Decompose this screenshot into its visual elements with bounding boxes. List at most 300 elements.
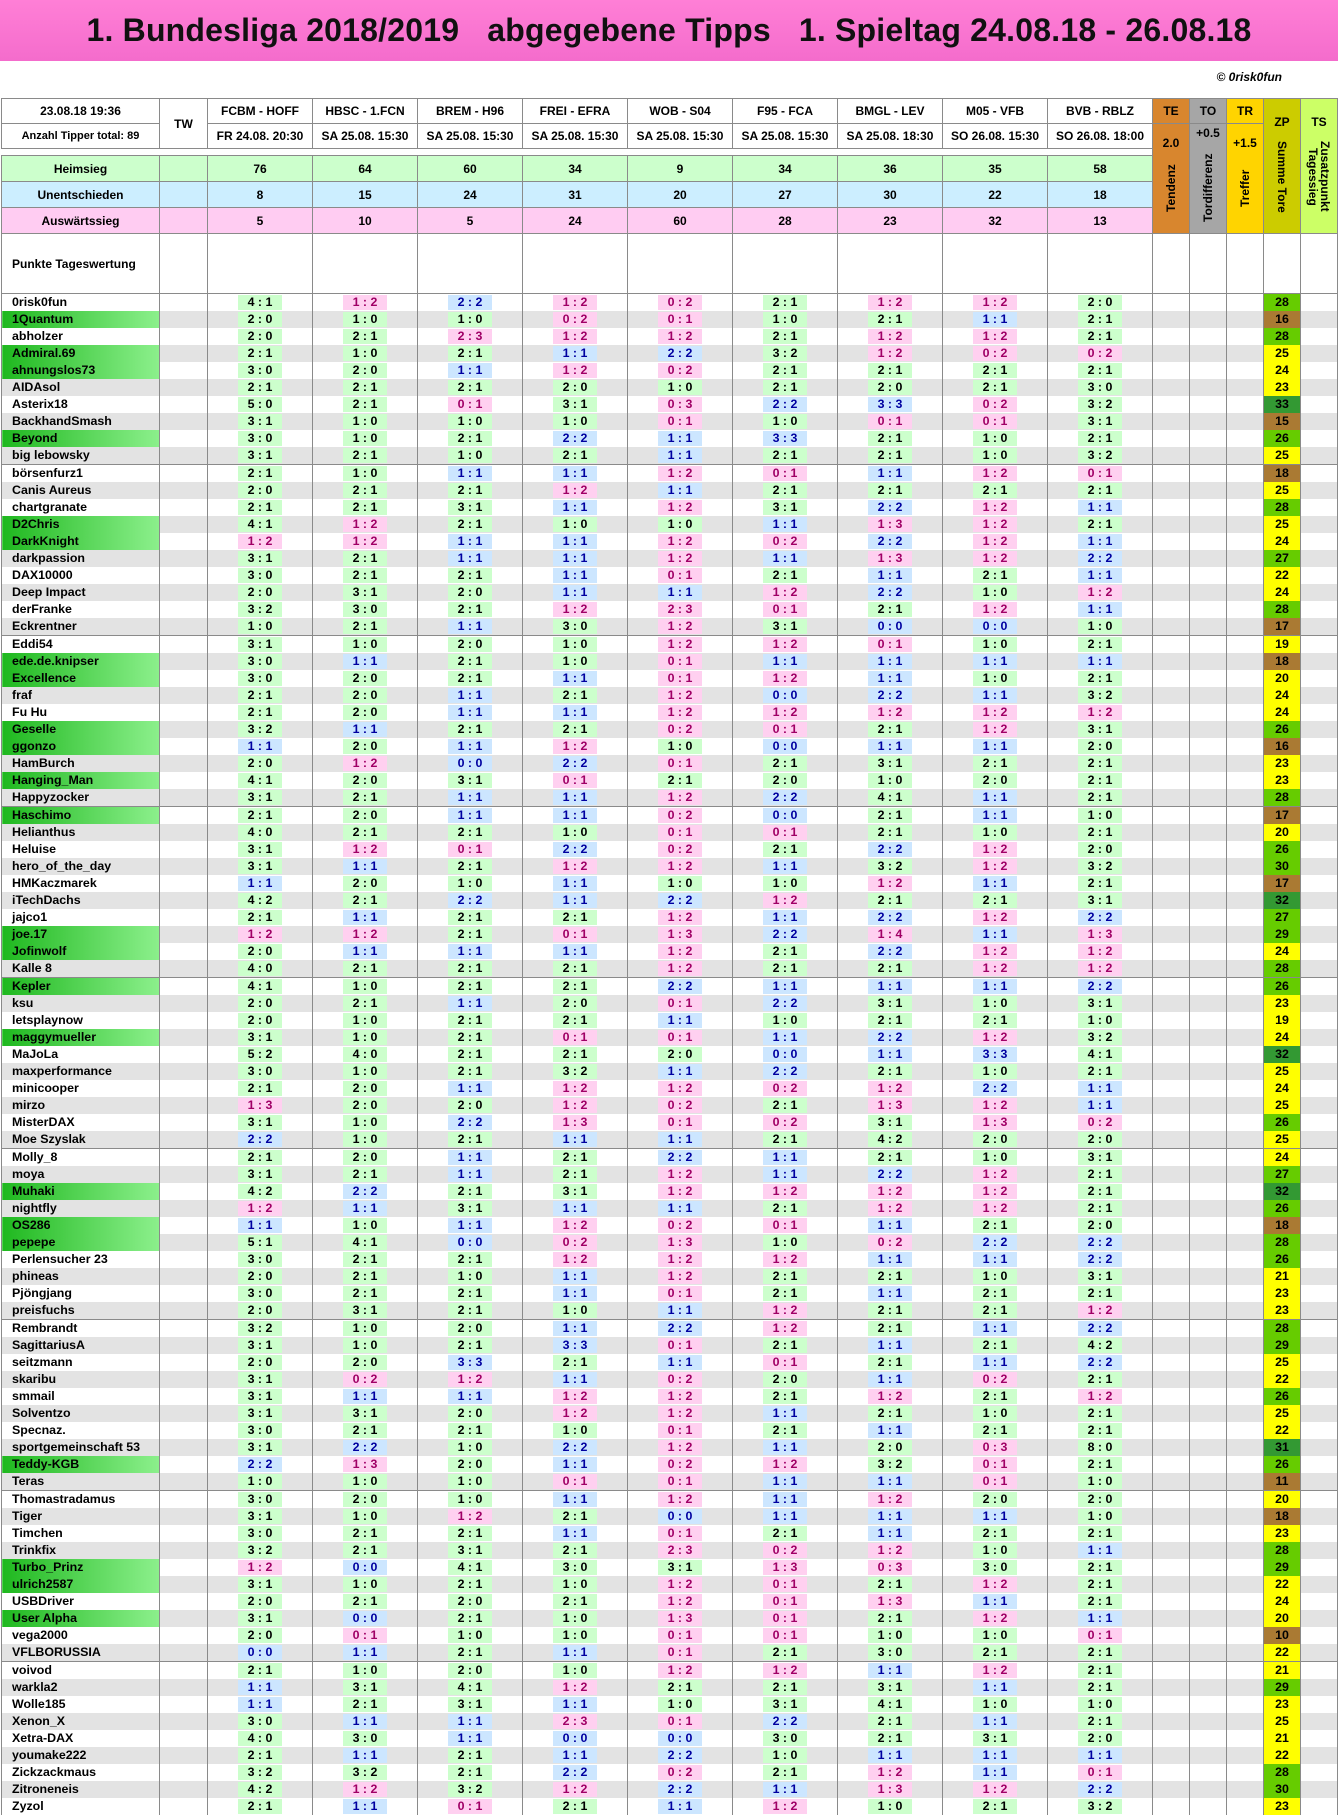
tip-value: 1 : 2 bbox=[763, 1184, 807, 1199]
match-header: M05 - VFB bbox=[943, 99, 1048, 124]
tip-cell bbox=[208, 1559, 313, 1576]
tip-value: 1 : 1 bbox=[553, 1321, 597, 1336]
tip-cell bbox=[838, 1542, 943, 1559]
auswaertssieg-count: 28 bbox=[733, 208, 838, 234]
tip-cell bbox=[838, 755, 943, 772]
tip-value: 0 : 0 bbox=[763, 739, 807, 754]
tip-value: 1 : 1 bbox=[553, 568, 597, 583]
tip-cell bbox=[418, 1371, 523, 1388]
tip-value: 0 : 2 bbox=[973, 346, 1017, 361]
score-cell bbox=[1153, 824, 1190, 841]
zp-value: 21 bbox=[1264, 1730, 1301, 1747]
zp-value: 28 bbox=[1264, 328, 1301, 345]
tip-cell bbox=[523, 1439, 628, 1456]
tip-cell bbox=[418, 995, 523, 1012]
score-cell bbox=[1153, 1730, 1190, 1747]
tip-value: 0 : 2 bbox=[658, 722, 702, 737]
tip-value: 8 : 0 bbox=[1078, 1440, 1122, 1455]
tip-value: 2 : 2 bbox=[1078, 551, 1122, 566]
tip-cell bbox=[418, 1268, 523, 1285]
tip-value: 3 : 1 bbox=[343, 1680, 387, 1695]
ts-cell bbox=[1301, 482, 1338, 499]
tip-cell bbox=[313, 379, 418, 396]
tip-value: 1 : 2 bbox=[553, 1782, 597, 1797]
zp-value: 17 bbox=[1264, 807, 1301, 825]
tip-cell bbox=[838, 1508, 943, 1525]
tip-cell bbox=[1048, 396, 1153, 413]
tip-value: 2 : 1 bbox=[1078, 431, 1122, 446]
score-cell bbox=[1190, 1405, 1227, 1422]
tip-cell bbox=[838, 1525, 943, 1542]
score-cell bbox=[1190, 1713, 1227, 1730]
score-cell bbox=[1227, 1251, 1264, 1268]
tip-cell bbox=[628, 943, 733, 960]
tip-value: 2 : 1 bbox=[868, 893, 912, 908]
tip-cell bbox=[313, 636, 418, 654]
player-name: Deep Impact bbox=[2, 584, 160, 601]
score-cell bbox=[1190, 1268, 1227, 1285]
tw-cell bbox=[160, 1439, 208, 1456]
player-name: BackhandSmash bbox=[2, 413, 160, 430]
tip-value: 1 : 1 bbox=[658, 1064, 702, 1079]
zp-value: 26 bbox=[1264, 978, 1301, 996]
tip-cell bbox=[208, 1080, 313, 1097]
tw-cell bbox=[160, 1491, 208, 1509]
ts-cell bbox=[1301, 1354, 1338, 1371]
table-row bbox=[2, 1747, 1338, 1764]
tip-value: 1 : 0 bbox=[553, 654, 597, 669]
score-cell bbox=[1190, 960, 1227, 978]
tip-cell bbox=[838, 465, 943, 483]
tip-value: 1 : 2 bbox=[868, 1765, 912, 1780]
tip-cell bbox=[733, 396, 838, 413]
tip-value: 1 : 0 bbox=[973, 431, 1017, 446]
zp-value: 18 bbox=[1264, 465, 1301, 483]
tip-value: 4 : 0 bbox=[343, 1047, 387, 1062]
tip-value: 1 : 1 bbox=[868, 1047, 912, 1062]
tip-value: 1 : 1 bbox=[763, 654, 807, 669]
zp-value: 29 bbox=[1264, 1679, 1301, 1696]
tip-value: 2 : 0 bbox=[448, 1457, 492, 1472]
ts-cell bbox=[1301, 379, 1338, 396]
score-cell bbox=[1190, 978, 1227, 996]
tip-cell bbox=[1048, 447, 1153, 465]
table-row bbox=[2, 926, 1338, 943]
score-cell bbox=[1190, 1371, 1227, 1388]
tip-cell bbox=[523, 670, 628, 687]
tip-cell bbox=[943, 1439, 1048, 1456]
ts-cell bbox=[1301, 1798, 1338, 1815]
tip-cell bbox=[628, 1097, 733, 1114]
score-cell bbox=[1227, 978, 1264, 996]
ts-cell bbox=[1301, 1422, 1338, 1439]
tip-cell bbox=[628, 1114, 733, 1131]
tip-cell bbox=[628, 345, 733, 362]
tip-value: 2 : 1 bbox=[343, 483, 387, 498]
tip-cell bbox=[1048, 653, 1153, 670]
tip-value: 1 : 0 bbox=[973, 996, 1017, 1011]
tip-value: 2 : 2 bbox=[448, 893, 492, 908]
score-cell bbox=[1153, 653, 1190, 670]
ts-cell bbox=[1301, 1679, 1338, 1696]
zp-value: 25 bbox=[1264, 447, 1301, 465]
tip-value: 1 : 0 bbox=[343, 1663, 387, 1678]
tip-cell bbox=[733, 1679, 838, 1696]
tip-cell bbox=[628, 1627, 733, 1644]
score-cell bbox=[1153, 601, 1190, 618]
tip-value: 2 : 1 bbox=[973, 1338, 1017, 1353]
tip-cell bbox=[313, 328, 418, 345]
tip-value: 1 : 0 bbox=[973, 448, 1017, 463]
tip-cell bbox=[943, 1012, 1048, 1029]
tip-cell bbox=[208, 1713, 313, 1730]
player-name: Tiger bbox=[2, 1508, 160, 1525]
tip-value: 1 : 0 bbox=[1078, 1013, 1122, 1028]
auswaertssieg-count: 23 bbox=[838, 208, 943, 234]
tip-value: 2 : 1 bbox=[553, 1355, 597, 1370]
tip-cell bbox=[523, 413, 628, 430]
ts-cell bbox=[1301, 1080, 1338, 1097]
tip-cell bbox=[943, 875, 1048, 892]
tip-value: 0 : 1 bbox=[448, 1799, 492, 1814]
score-cell bbox=[1153, 807, 1190, 825]
tip-cell bbox=[418, 1525, 523, 1542]
tip-value: 2 : 1 bbox=[343, 996, 387, 1011]
tip-value: 2 : 1 bbox=[343, 1269, 387, 1284]
player-name: Kalle 8 bbox=[2, 960, 160, 978]
tw-cell bbox=[160, 1200, 208, 1217]
tip-cell bbox=[523, 1388, 628, 1405]
tip-cell bbox=[418, 687, 523, 704]
table-row bbox=[2, 1525, 1338, 1542]
tip-cell bbox=[313, 1337, 418, 1354]
tip-cell bbox=[733, 1747, 838, 1764]
tip-value: 1 : 3 bbox=[868, 1098, 912, 1113]
player-name: ahnungslos73 bbox=[2, 362, 160, 379]
tip-value: 0 : 1 bbox=[448, 842, 492, 857]
ts-cell bbox=[1301, 1456, 1338, 1473]
tip-value: 2 : 0 bbox=[343, 739, 387, 754]
tip-cell bbox=[1048, 1422, 1153, 1439]
tip-cell bbox=[313, 1388, 418, 1405]
tip-value: 3 : 0 bbox=[238, 1286, 282, 1301]
tip-cell bbox=[1048, 1114, 1153, 1131]
score-cell bbox=[1153, 345, 1190, 362]
tip-cell bbox=[523, 755, 628, 772]
tip-cell bbox=[208, 909, 313, 926]
tip-cell bbox=[733, 1200, 838, 1217]
tip-value: 1 : 0 bbox=[763, 876, 807, 891]
tip-cell bbox=[418, 1730, 523, 1747]
tip-value: 1 : 2 bbox=[973, 722, 1017, 737]
tip-value: 0 : 0 bbox=[763, 1047, 807, 1062]
table-row bbox=[2, 482, 1338, 499]
player-name: Rembrandt bbox=[2, 1320, 160, 1338]
tip-value: 3 : 0 bbox=[343, 1731, 387, 1746]
tip-value: 1 : 1 bbox=[343, 910, 387, 925]
table-row bbox=[2, 311, 1338, 328]
tip-cell bbox=[313, 567, 418, 584]
tip-value: 1 : 1 bbox=[1078, 1098, 1122, 1113]
tip-cell bbox=[838, 1337, 943, 1354]
score-cell bbox=[1227, 447, 1264, 465]
tip-cell bbox=[628, 1046, 733, 1063]
tip-value: 1 : 2 bbox=[868, 1081, 912, 1096]
tw-cell bbox=[160, 926, 208, 943]
tip-cell bbox=[838, 704, 943, 721]
tip-cell bbox=[523, 447, 628, 465]
tip-cell bbox=[733, 601, 838, 618]
tip-value: 1 : 1 bbox=[868, 1286, 912, 1301]
tip-cell bbox=[628, 1798, 733, 1815]
tip-value: 1 : 2 bbox=[238, 534, 282, 549]
tip-value: 1 : 1 bbox=[973, 654, 1017, 669]
tip-cell bbox=[1048, 1183, 1153, 1200]
tip-value: 2 : 1 bbox=[448, 910, 492, 925]
player-name: Eddi54 bbox=[2, 636, 160, 654]
tip-value: 2 : 2 bbox=[1078, 1355, 1122, 1370]
tip-cell bbox=[313, 824, 418, 841]
score-cell bbox=[1190, 1217, 1227, 1234]
table-row bbox=[2, 396, 1338, 413]
tip-value: 1 : 0 bbox=[868, 773, 912, 788]
tip-cell bbox=[208, 1200, 313, 1217]
unentschieden-count: 8 bbox=[208, 182, 313, 208]
zp-value: 25 bbox=[1264, 345, 1301, 362]
tip-cell bbox=[733, 1405, 838, 1422]
tip-cell bbox=[1048, 1131, 1153, 1149]
tip-value: 2 : 1 bbox=[1078, 483, 1122, 498]
tip-value: 0 : 1 bbox=[763, 1611, 807, 1626]
tip-value: 2 : 0 bbox=[1078, 1492, 1122, 1507]
tip-cell bbox=[418, 396, 523, 413]
tip-cell bbox=[628, 1268, 733, 1285]
ts-cell bbox=[1301, 755, 1338, 772]
tip-value: 3 : 0 bbox=[238, 654, 282, 669]
tip-value: 3 : 1 bbox=[763, 1697, 807, 1712]
score-cell bbox=[1227, 413, 1264, 430]
tip-cell bbox=[1048, 294, 1153, 312]
tip-value: 4 : 1 bbox=[1078, 1047, 1122, 1062]
tip-cell bbox=[943, 1610, 1048, 1627]
match-header: HBSC - 1.FCN bbox=[313, 99, 418, 124]
tip-cell bbox=[628, 1029, 733, 1046]
tip-value: 2 : 0 bbox=[343, 688, 387, 703]
tip-value: 2 : 1 bbox=[448, 1338, 492, 1353]
table-row bbox=[2, 1730, 1338, 1747]
tip-cell bbox=[313, 1149, 418, 1167]
ts-cell bbox=[1301, 687, 1338, 704]
tip-value: 1 : 2 bbox=[973, 517, 1017, 532]
tip-value: 0 : 1 bbox=[1078, 1765, 1122, 1780]
tip-value: 1 : 0 bbox=[658, 380, 702, 395]
tip-cell bbox=[313, 1371, 418, 1388]
tip-cell bbox=[523, 1627, 628, 1644]
tip-value: 1 : 1 bbox=[973, 876, 1017, 891]
tip-cell bbox=[418, 892, 523, 909]
tip-value: 1 : 2 bbox=[658, 910, 702, 925]
tip-cell bbox=[943, 1713, 1048, 1730]
tip-cell bbox=[943, 1747, 1048, 1764]
tip-value: 2 : 1 bbox=[1078, 825, 1122, 840]
tip-cell bbox=[838, 909, 943, 926]
score-cell bbox=[1190, 516, 1227, 533]
match-date: SA 25.08. 15:30 bbox=[418, 124, 523, 149]
tip-value: 2 : 1 bbox=[553, 1543, 597, 1558]
tip-cell bbox=[838, 550, 943, 567]
score-cell bbox=[1153, 1610, 1190, 1627]
tip-value: 2 : 0 bbox=[973, 1132, 1017, 1147]
tip-cell bbox=[1048, 909, 1153, 926]
tip-value: 1 : 1 bbox=[553, 1132, 597, 1147]
table-row bbox=[2, 550, 1338, 567]
tip-value: 2 : 1 bbox=[448, 1286, 492, 1301]
player-name: OS286 bbox=[2, 1217, 160, 1234]
tip-value: 1 : 2 bbox=[1078, 944, 1122, 959]
tip-cell bbox=[208, 1405, 313, 1422]
tip-value: 4 : 0 bbox=[238, 825, 282, 840]
tip-value: 2 : 1 bbox=[763, 1526, 807, 1541]
tip-value: 1 : 2 bbox=[553, 602, 597, 617]
tip-cell bbox=[1048, 601, 1153, 618]
ts-cell bbox=[1301, 1627, 1338, 1644]
tip-value: 2 : 1 bbox=[763, 1423, 807, 1438]
score-cell bbox=[1227, 1320, 1264, 1338]
tw-cell bbox=[160, 670, 208, 687]
table-row bbox=[2, 687, 1338, 704]
tip-cell bbox=[628, 687, 733, 704]
tip-value: 2 : 1 bbox=[343, 1286, 387, 1301]
tip-cell bbox=[208, 1439, 313, 1456]
tip-cell bbox=[523, 1285, 628, 1302]
tip-cell bbox=[313, 1029, 418, 1046]
tip-value: 2 : 1 bbox=[448, 1303, 492, 1318]
tip-cell bbox=[943, 1183, 1048, 1200]
tip-value: 0 : 1 bbox=[658, 671, 702, 686]
tip-value: 1 : 0 bbox=[343, 1013, 387, 1028]
table-row bbox=[2, 430, 1338, 447]
tip-value: 2 : 1 bbox=[763, 295, 807, 310]
tip-cell bbox=[418, 618, 523, 636]
tip-cell bbox=[313, 1320, 418, 1338]
tip-cell bbox=[733, 1593, 838, 1610]
score-cell bbox=[1227, 960, 1264, 978]
table-row bbox=[2, 1388, 1338, 1405]
tip-value: 2 : 1 bbox=[763, 1645, 807, 1660]
tip-cell bbox=[733, 1268, 838, 1285]
tip-value: 1 : 1 bbox=[658, 1013, 702, 1028]
tip-cell bbox=[1048, 1371, 1153, 1388]
score-cell bbox=[1190, 1166, 1227, 1183]
tip-value: 0 : 2 bbox=[763, 534, 807, 549]
tip-value: 2 : 1 bbox=[1078, 1457, 1122, 1472]
tip-cell bbox=[208, 447, 313, 465]
tip-value: 1 : 2 bbox=[763, 585, 807, 600]
tip-value: 1 : 0 bbox=[763, 1235, 807, 1250]
tw-cell bbox=[160, 1080, 208, 1097]
zp-value: 23 bbox=[1264, 755, 1301, 772]
tip-cell bbox=[943, 413, 1048, 430]
tip-value: 2 : 1 bbox=[868, 1611, 912, 1626]
zp-value: 17 bbox=[1264, 875, 1301, 892]
tip-value: 1 : 1 bbox=[553, 1492, 597, 1507]
tip-cell bbox=[628, 1542, 733, 1559]
tip-value: 2 : 1 bbox=[553, 910, 597, 925]
tip-cell bbox=[628, 1747, 733, 1764]
tw-cell bbox=[160, 1610, 208, 1627]
table-row bbox=[2, 1354, 1338, 1371]
tip-cell bbox=[523, 1183, 628, 1200]
unentschieden-count: 30 bbox=[838, 182, 943, 208]
tip-value: 1 : 1 bbox=[973, 1765, 1017, 1780]
tw-cell bbox=[160, 721, 208, 738]
tip-value: 1 : 0 bbox=[553, 1663, 597, 1678]
zp-code: ZP bbox=[1264, 115, 1300, 129]
tip-value: 2 : 0 bbox=[343, 876, 387, 891]
unentschieden-count: 18 bbox=[1048, 182, 1153, 208]
tip-cell bbox=[943, 1764, 1048, 1781]
ts-cell bbox=[1301, 516, 1338, 533]
tip-cell bbox=[1048, 328, 1153, 345]
score-cell bbox=[1190, 1131, 1227, 1149]
player-name: Heluise bbox=[2, 841, 160, 858]
score-cell bbox=[1190, 892, 1227, 909]
tip-value: 1 : 2 bbox=[343, 534, 387, 549]
tip-cell bbox=[208, 1046, 313, 1063]
tip-value: 1 : 1 bbox=[868, 1509, 912, 1524]
tip-cell bbox=[733, 311, 838, 328]
tip-value: 2 : 2 bbox=[658, 1782, 702, 1797]
score-cell bbox=[1190, 858, 1227, 875]
tip-cell bbox=[523, 1029, 628, 1046]
zp-value: 28 bbox=[1264, 294, 1301, 312]
tip-value: 3 : 0 bbox=[238, 1423, 282, 1438]
tip-cell bbox=[418, 824, 523, 841]
tip-cell bbox=[628, 1320, 733, 1338]
player-name: maxperformance bbox=[2, 1063, 160, 1080]
score-cell bbox=[1190, 1183, 1227, 1200]
tip-value: 1 : 0 bbox=[343, 1218, 387, 1233]
tip-cell bbox=[313, 1183, 418, 1200]
tip-value: 2 : 1 bbox=[763, 1286, 807, 1301]
ts-cell bbox=[1301, 1542, 1338, 1559]
player-name: 0risk0fun bbox=[2, 294, 160, 312]
tip-cell bbox=[733, 1730, 838, 1747]
tip-value: 1 : 0 bbox=[343, 1474, 387, 1489]
tip-cell bbox=[943, 926, 1048, 943]
tip-cell bbox=[523, 362, 628, 379]
player-name: MisterDAX bbox=[2, 1114, 160, 1131]
tip-value: 0 : 1 bbox=[763, 825, 807, 840]
tip-cell bbox=[418, 1644, 523, 1662]
player-name: Teddy-KGB bbox=[2, 1456, 160, 1473]
tip-value: 1 : 2 bbox=[553, 739, 597, 754]
tip-value: 2 : 0 bbox=[343, 705, 387, 720]
tip-value: 1 : 0 bbox=[448, 448, 492, 463]
zp-value: 20 bbox=[1264, 1491, 1301, 1509]
tip-cell bbox=[943, 1388, 1048, 1405]
tip-value: 2 : 0 bbox=[448, 585, 492, 600]
tip-cell bbox=[628, 875, 733, 892]
tip-value: 2 : 1 bbox=[553, 1799, 597, 1814]
score-cell bbox=[1153, 1644, 1190, 1662]
tip-cell bbox=[838, 1456, 943, 1473]
tip-value: 1 : 1 bbox=[973, 1594, 1017, 1609]
match-date: FR 24.08. 20:30 bbox=[208, 124, 313, 149]
player-name: Jofinwolf bbox=[2, 943, 160, 960]
tip-value: 1 : 1 bbox=[658, 431, 702, 446]
tip-value: 2 : 0 bbox=[343, 671, 387, 686]
